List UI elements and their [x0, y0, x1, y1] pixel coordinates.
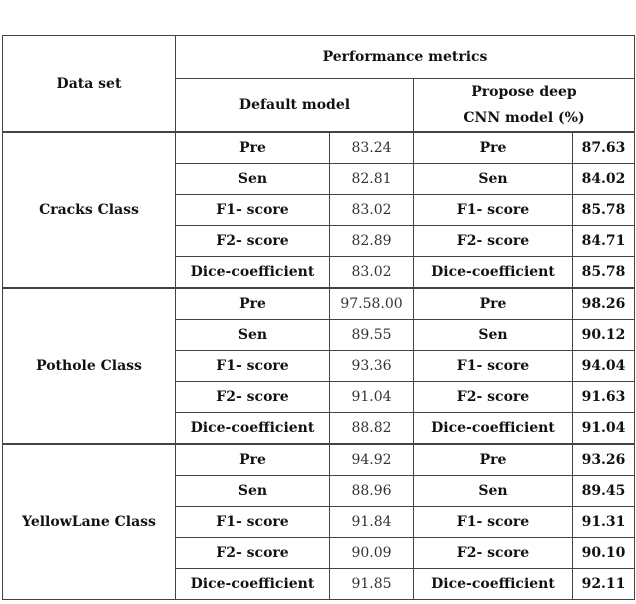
metric-label: Sen [176, 320, 330, 351]
metric-label-proposed: F2- score [414, 382, 573, 413]
table-row [3, 288, 635, 320]
default-value: 83.02 [330, 195, 414, 226]
proposed-value: 93.26 [573, 444, 635, 476]
metric-label-proposed: F1- score [414, 507, 573, 538]
header-default-model: Default model [176, 79, 414, 133]
metric-label: Dice-coefficient [176, 413, 330, 445]
header-dataset: Data set [3, 36, 176, 133]
header-performance: Performance metrics [176, 36, 635, 79]
default-value: 88.82 [330, 413, 414, 445]
proposed-value: 85.78 [573, 195, 635, 226]
metric-label-proposed: Dice-coefficient [414, 413, 573, 445]
metric-label: Sen [176, 164, 330, 195]
group-name: YellowLane Class [3, 444, 176, 600]
metric-label-proposed: Sen [414, 476, 573, 507]
table-row [3, 132, 635, 164]
metric-label: Pre [176, 132, 330, 164]
metric-label: F1- score [176, 351, 330, 382]
metric-label-proposed: Sen [414, 320, 573, 351]
metric-label: Dice-coefficient [176, 569, 330, 600]
metric-label-proposed: Pre [414, 132, 573, 164]
header-proposed-line2: CNN model (%) [463, 110, 585, 126]
default-value: 91.85 [330, 569, 414, 600]
metric-label-proposed: Sen [414, 164, 573, 195]
header-proposed-line1: Propose deep [471, 84, 577, 100]
metric-label: F1- score [176, 195, 330, 226]
metric-label: Sen [176, 476, 330, 507]
default-value: 83.24 [330, 132, 414, 164]
default-value: 88.96 [330, 476, 414, 507]
table-body [3, 132, 635, 600]
proposed-value: 98.26 [573, 288, 635, 320]
proposed-value: 84.71 [573, 226, 635, 257]
default-value: 93.36 [330, 351, 414, 382]
metric-label-proposed: F1- score [414, 195, 573, 226]
metric-label: Pre [176, 288, 330, 320]
proposed-value: 87.63 [573, 132, 635, 164]
default-value: 91.04 [330, 382, 414, 413]
proposed-value: 92.11 [573, 569, 635, 600]
default-value: 97.58.00 [330, 288, 414, 320]
default-value: 82.89 [330, 226, 414, 257]
proposed-value: 90.12 [573, 320, 635, 351]
header-proposed-model [414, 79, 635, 133]
metric-label: F2- score [176, 226, 330, 257]
table-row [3, 444, 635, 476]
metric-label: Dice-coefficient [176, 257, 330, 289]
metric-label-proposed: F2- score [414, 226, 573, 257]
default-value: 83.02 [330, 257, 414, 289]
proposed-value: 91.31 [573, 507, 635, 538]
group-name: Pothole Class [3, 288, 176, 444]
proposed-value: 91.04 [573, 413, 635, 445]
metric-label-proposed: Pre [414, 444, 573, 476]
proposed-value: 89.45 [573, 476, 635, 507]
default-value: 91.84 [330, 507, 414, 538]
default-value: 90.09 [330, 538, 414, 569]
proposed-value: 94.04 [573, 351, 635, 382]
default-value: 82.81 [330, 164, 414, 195]
metric-label-proposed: Dice-coefficient [414, 257, 573, 289]
proposed-value: 84.02 [573, 164, 635, 195]
metric-label: F1- score [176, 507, 330, 538]
proposed-value: 91.63 [573, 382, 635, 413]
performance-table [2, 35, 635, 600]
metric-label: F2- score [176, 382, 330, 413]
metric-label: Pre [176, 444, 330, 476]
metric-label-proposed: F1- score [414, 351, 573, 382]
default-value: 94.92 [330, 444, 414, 476]
metric-label-proposed: Dice-coefficient [414, 569, 573, 600]
proposed-value: 90.10 [573, 538, 635, 569]
default-value: 89.55 [330, 320, 414, 351]
metric-label-proposed: F2- score [414, 538, 573, 569]
metric-label-proposed: Pre [414, 288, 573, 320]
metric-label: F2- score [176, 538, 330, 569]
proposed-value: 85.78 [573, 257, 635, 289]
group-name: Cracks Class [3, 132, 176, 288]
